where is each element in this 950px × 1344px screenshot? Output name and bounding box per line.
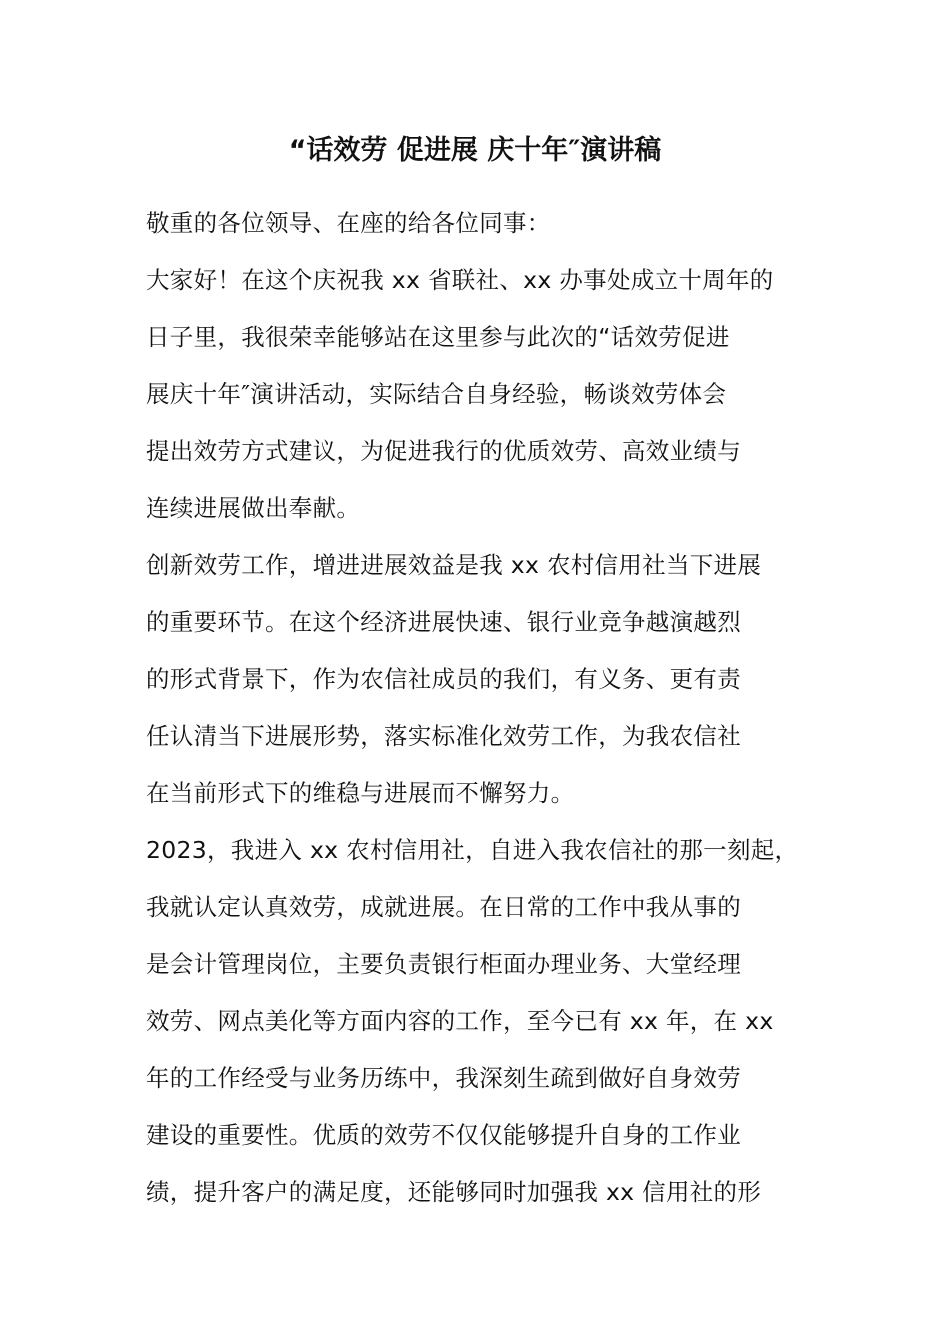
text-line: 2023，我进入 xx 农村信用社，自进入我农信社的那一刻起， [146,836,799,864]
text-line: 的形式背景下，作为农信社成员的我们，有义务、更有责 [146,665,741,693]
text-line: 连续进展做出奉献。 [146,494,361,522]
text-line: 敬重的各位领导、在座的给各位同事： [146,209,551,237]
text-line: 建设的重要性。优质的效劳不仅仅能够提升自身的工作业 [146,1121,741,1149]
text-line: 任认清当下进展形势，落实标准化效劳工作，为我农信社 [146,722,741,750]
text-line: 绩，提升客户的满足度，还能够同时加强我 xx 信用社的形 [146,1178,762,1206]
text-line: 效劳、网点美化等方面内容的工作，至今已有 xx 年，在 xx [146,1007,774,1035]
text-line: 日子里，我很荣幸能够站在这里参与此次的“话效劳促进 [146,323,730,351]
text-line: 在当前形式下的维稳与进展而不懈努力。 [146,779,575,807]
text-line: 的重要环节。在这个经济进展快速、银行业竞争越演越烈 [146,608,741,636]
text-line: 创新效劳工作，增进进展效益是我 xx 农村信用社当下进展 [146,551,762,579]
text-line: 我就认定认真效劳，成就进展。在日常的工作中我从事的 [146,893,741,921]
text-line: 是会计管理岗位，主要负责银行柜面办理业务、大堂经理 [146,950,741,978]
page-title: “话效劳 促进展 庆十年″演讲稿 [288,135,662,166]
text-line: 大家好！在这个庆祝我 xx 省联社、xx 办事处成立十周年的 [146,266,774,294]
text-line: 展庆十年″演讲活动，实际结合自身经验，畅谈效劳体会 [146,380,727,408]
text-line: 提出效劳方式建议，为促进我行的优质效劳、高效业绩与 [146,437,741,465]
text-line: 年的工作经受与业务历练中，我深刻生疏到做好自身效劳 [146,1064,741,1092]
